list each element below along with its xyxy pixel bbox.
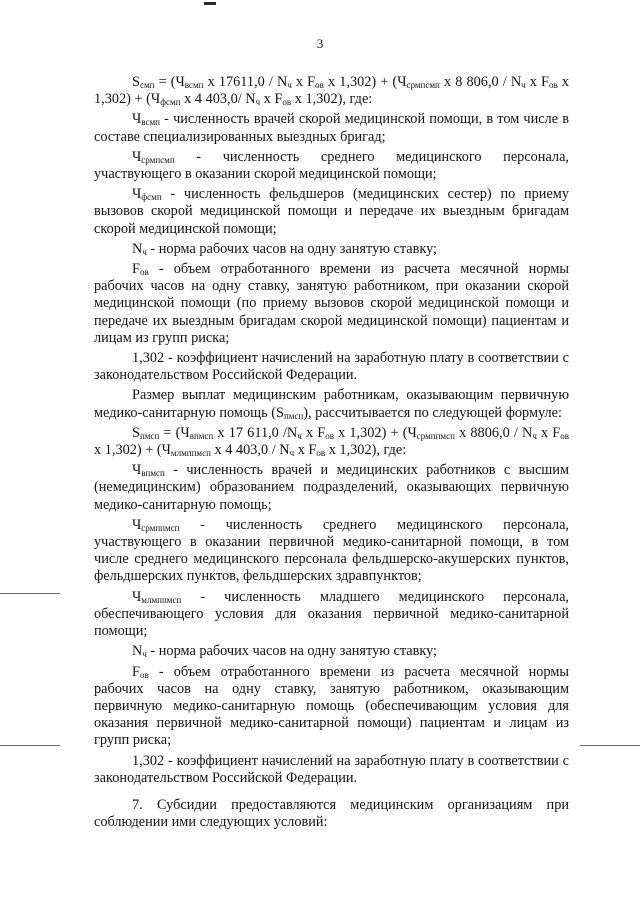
definition-paragraph: $F_{ов}$ - объем отработанного времени из расчета месячной нормы рабочих часов на одну ставку, занятую работником, оказывающим первичную медико-санитарную помощь (обеспечивающим условия для оказания первичной медико-санитарной помощи) пациентам и лицам из групп риска; [94, 663, 569, 749]
page-number: 3 [316, 36, 324, 51]
document-body [94, 74, 569, 834]
pmsp-intro: Размер выплат медицинским работникам, оказывающим первичную медико-санитарную помощь $(S_{пмсп})$, рассчитывается по следующей формуле: [94, 387, 569, 421]
definition-paragraph: $Ч_{фсмп}$ - численность фельдшеров (медицинских сестер) по приему вызовов скорой медицинской помощи и передаче их выездным бригадам скорой медицинской помощи; [94, 186, 569, 237]
clause-7: 7. Субсидии предоставляются медицинским организациям при соблюдении ими следующих условий: [94, 796, 569, 831]
margin-line [0, 745, 60, 746]
definition-paragraph: 1,302 - коэффициент начислений на заработную плату в соответствии с законодательством Российской Федерации. [94, 752, 569, 786]
definition-paragraph: $Ч_{срмппмсп}$ - численность среднего медицинского персонала, участвующего в оказании первичной медико-санитарной помощи, в том числе среднего медицинского персонала фельдшерско-акушерских пунктов, фельдшерских пунктов, фельдшерских здравпунктов; [94, 516, 569, 585]
scan-mark [204, 2, 216, 5]
definition-paragraph: $N_ч$ - норма рабочих часов на одну занятую ставку; [132, 240, 438, 257]
definition-paragraph: $N_ч$ - норма рабочих часов на одну занятую ставку; [132, 643, 438, 660]
definition-paragraph: 1,302 - коэффициент начислений на заработную плату в соответствии с законодательством Российской Федерации. [94, 350, 569, 384]
margin-line [580, 745, 640, 746]
pmsp-formula: $S_{пмсп} = (Ч_{впмсп}$ х 17 611,0 $/N_ч$ х $F_{ов}$ х $1,302) + (Ч_{срмппмсп}$ х $8806,0 / N_ч$ х $F_{ов}$ х $1,302) + (Ч_{млмппмсп}$ х 4 $403,0 / N_ч$ х $F_{ов}$ х 1,302), где: [94, 424, 570, 459]
definition-paragraph: $Ч_{впмсп}$ - численность врачей и медицинских работников с высшим (немедицинским) образованием подразделений, оказывающих первичную медико-санитарную помощь; [94, 462, 569, 513]
definition-paragraph: $Ч_{млмппмсп}$ - численность младшего медицинского персонала, обеспечивающего условия для оказания первичной медико-санитарной помощи; [94, 588, 569, 640]
definition-paragraph: $F_{ов}$ - объем отработанного времени из расчета месячной нормы рабочих часов на одну ставку, занятую работником, при оказании скорой медицинской помощи (по приему вызовов скорой медицинской помощи и передаче их выездным бригадам скорой медицинской помощи) пациентам и лицам из групп риска; [94, 261, 569, 346]
definition-paragraph: $Ч_{срмпсмп}$ - численность среднего медицинского персонала, участвующего в оказании скорой медицинской помощи; [94, 148, 569, 183]
margin-line [0, 593, 60, 594]
definition-paragraph: $Ч_{всмп}$ - численность врачей скорой медицинской помощи, в том числе в составе специализированных выездных бригад; [94, 111, 569, 145]
smp-formula: $S_{смп} = (Ч_{всмп}$ х $17611,0 / N_ч$ х $F_{ов}$ х $1,302) + (Ч_{срмпсмп}$ х 8 $806,0 / N_ч$ х $F_{ов}$ х $1,302) + (Ч_{фсмп}$ х 4 403,0/ $N_ч$ х $F_{ов}$ х 1,302), где: [94, 74, 570, 108]
